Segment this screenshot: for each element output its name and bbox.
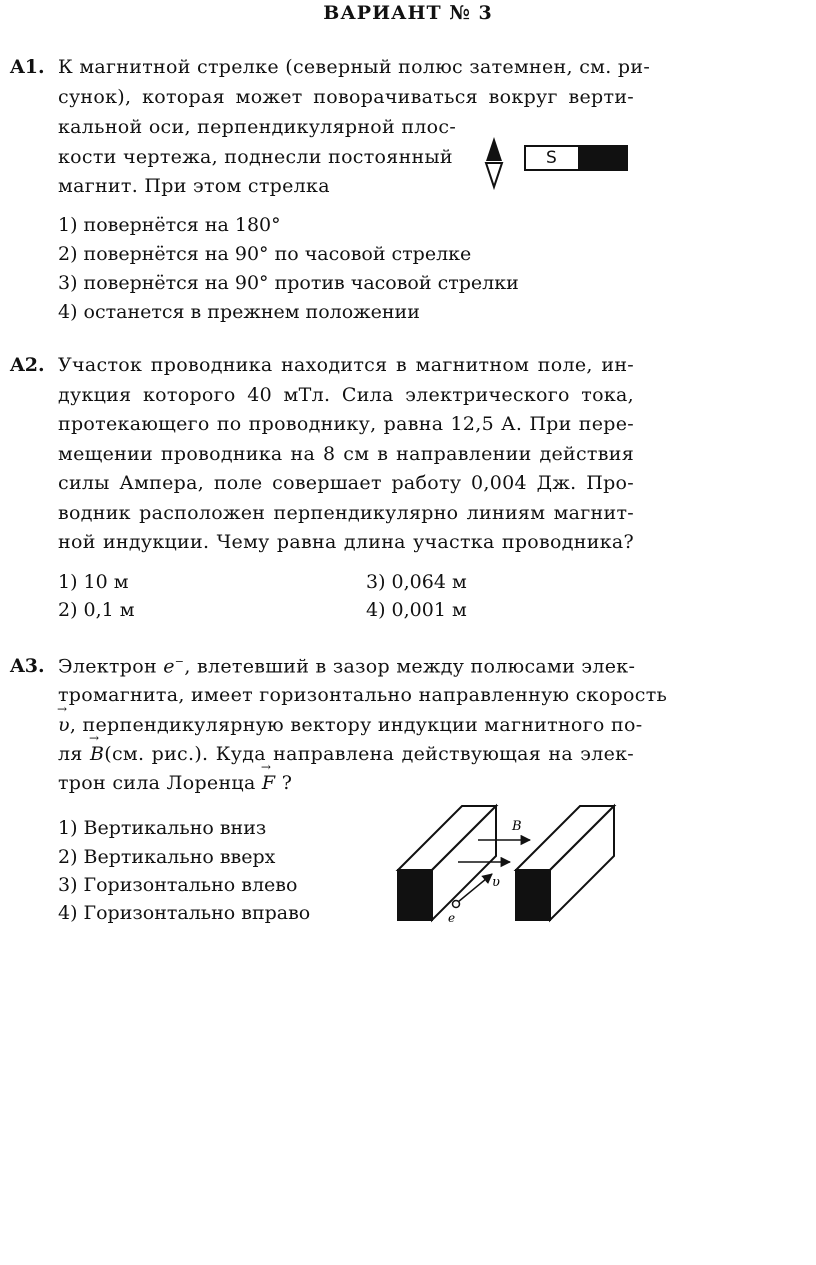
answer-option-a1[interactable]: 3) повернётся на 90° против часовой стрелки [58,272,519,294]
question-a2-line: водник расположен перпендикулярно линиям магнит- [58,502,634,524]
question-a2-line: мещении проводника на 8 см в направлении действия [58,443,634,465]
answer-option-a2[interactable]: 4) 0,001 м [366,599,467,621]
question-a2-line: силы Ампера, поле совершает работу 0,004 Дж. Про- [58,472,634,494]
answer-option-a2[interactable]: 2) 0,1 м [58,599,135,621]
bar-magnet [524,145,628,171]
page-title: ВАРИАНТ № 3 [323,2,493,24]
needle-north-pole [486,137,502,161]
question-a3-line: Электрон e−, влетевший в зазор между полюсами элек- [58,655,636,678]
question-a1-line: кальной оси, перпендикулярной плос- [58,116,457,138]
compass-needle-figure [482,133,510,193]
question-a1-line: К магнитной стрелке (северный полюс затемнен, см. ри- [58,56,651,78]
left-pole-block [398,806,496,920]
question-a2-line: дукция которого 40 мТл. Сила электрического тока, [58,384,634,406]
answer-option-a3[interactable]: 1) Вертикально вниз [58,817,267,839]
question-number-a1: A1. [10,56,45,78]
answer-option-a3[interactable]: 3) Горизонтально влево [58,874,298,896]
answer-option-a3[interactable]: 4) Горизонтально вправо [58,902,311,924]
question-number-a2: A2. [10,354,45,376]
question-a1-line: кости чертежа, поднесли постоянный [58,146,453,168]
question-number-a3: A3. [10,655,45,677]
right-pole-block [516,806,614,920]
velocity-vector-symbol: → υ [58,714,70,736]
answer-option-a1[interactable]: 4) останется в прежнем положении [58,301,420,323]
question-a2-line: протекающего по проводнику, равна 12,5 А. При пере- [58,413,634,435]
answer-option-a3[interactable]: 2) Вертикально вверх [58,846,276,868]
question-a3-line: → υ, перпендикулярную вектору индукции магнитного по- [58,714,634,736]
induction-vector-symbol: → B [90,743,104,765]
electromagnet-figure [396,800,636,925]
question-a2-line: ной индукции. Чему равна длина участка проводника? [58,531,634,553]
question-a3-line: ля → B(см. рис.). Куда направлена действующая на элек- [58,743,634,765]
needle-south-pole [486,163,502,187]
answer-option-a1[interactable]: 1) повернётся на 180° [58,214,281,236]
question-a3-line: трон сила Лоренца → F ? [58,772,292,794]
electron-label-e: e [448,911,456,925]
magnet-south-label: S [546,148,557,168]
velocity-label-v: υ [492,875,500,890]
force-vector-symbol: → F [262,772,275,794]
field-label-B: B [512,819,522,834]
electron-symbol: e [163,655,175,678]
question-a2-line: Участок проводника находится в магнитном поле, ин- [58,354,634,376]
question-a1-line: магнит. При этом стрелка [58,175,330,197]
answer-option-a2[interactable]: 3) 0,064 м [366,571,467,593]
question-a3-line: тромагнита, имеет горизонтально направленную скорость [58,684,668,706]
electron-dot [453,901,460,908]
answer-option-a1[interactable]: 2) повернётся на 90° по часовой стрелке [58,243,472,265]
answer-option-a2[interactable]: 1) 10 м [58,571,129,593]
question-a1-line: сунок), которая может поворачиваться вокруг верти- [58,86,634,108]
